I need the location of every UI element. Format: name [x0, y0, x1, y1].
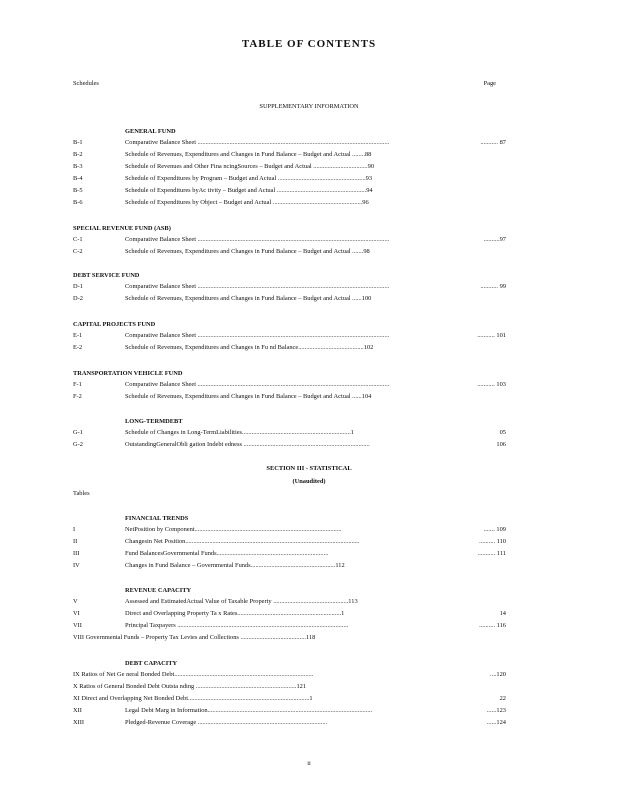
entry-code: I	[73, 526, 76, 533]
toc-entry[interactable]	[0, 331, 618, 341]
supplementary-heading: SUPPLEMENTARY INFORMATION	[259, 103, 359, 110]
entry-code: D-1	[73, 283, 83, 290]
toc-entry[interactable]	[0, 549, 618, 559]
entry-description: Changesin Net Position.............................................................................................................	[125, 538, 360, 545]
entry-description: OutstandingGeneralObli gation Indebt edness ...............................................................................	[125, 441, 370, 448]
group-heading: LONG-TERMDEBT	[125, 418, 183, 425]
entry-description: Comparative Balance Sheet ........................................................................................................................	[125, 332, 390, 339]
entry-description: Schedule of Changes in Long-TermLiabilities....................................................................1	[125, 429, 354, 436]
unaudited-note: (Unaudited)	[292, 478, 326, 485]
entry-code: VI	[73, 610, 80, 617]
entry-code: B-5	[73, 187, 83, 194]
entry-description: Schedule of Revenues, Expenditures and Changes in Fund Balance – Budget and Actual .......98	[125, 248, 370, 255]
toc-entry[interactable]	[0, 718, 618, 728]
toc-entry[interactable]	[0, 597, 618, 607]
entry-page-number: 106	[496, 441, 506, 448]
entry-code: C-1	[73, 236, 83, 243]
toc-entry[interactable]	[0, 247, 618, 257]
toc-entry[interactable]	[0, 428, 618, 438]
toc-entry[interactable]	[0, 621, 618, 631]
entry-code: B-1	[73, 139, 83, 146]
entry-page-number: ....120	[490, 671, 506, 678]
entry-description: Direct and Overlapping Property Ta x Rates.................................................................1	[125, 610, 345, 617]
group-heading: TRANSPORTATION VEHICLE FUND	[73, 370, 183, 377]
entry-code: XI Direct and Overlapping Net Bonded Debt............................................................................1	[73, 695, 313, 702]
tables-label: Tables	[73, 490, 90, 497]
entry-description: Assessed and EstimatedActual Value of Taxable Property ...............................................113	[125, 598, 358, 605]
toc-entry[interactable]	[0, 174, 618, 184]
toc-entry[interactable]	[0, 706, 618, 716]
group-heading: REVENUE CAPACITY	[125, 587, 192, 594]
entry-description: Schedule of Revenues, Expenditures and Changes in Fu nd Balance.........................................102	[125, 344, 374, 351]
schedules-label: Schedules	[73, 80, 99, 87]
entry-description: Legal Debt Marg in Information.......................................................................................................	[125, 707, 373, 714]
entry-description: Changes in Fund Balance – Governmental Funds.....................................................112	[125, 562, 345, 569]
entry-code: G-1	[73, 429, 83, 436]
entry-description: Schedule of Expenditures by Object – Budget and Actual ........................................................96	[125, 199, 369, 206]
entry-code: II	[73, 538, 78, 545]
toc-entry[interactable]	[0, 537, 618, 547]
toc-entry[interactable]	[0, 670, 618, 680]
entry-code: F-1	[73, 381, 82, 388]
entry-code: IX Ratios of Net Ge neral Bonded Debt.......................................................................................	[73, 671, 314, 678]
toc-entry[interactable]	[0, 392, 618, 402]
entry-description: Schedule of Revenues and Other Fina ncingSources – Budget and Actual ..................................90	[125, 163, 375, 170]
entry-page-number: ....... 109	[483, 526, 506, 533]
entry-code: F-2	[73, 393, 82, 400]
entry-page-number: 14	[499, 610, 506, 617]
toc-entry[interactable]	[0, 150, 618, 160]
entry-description: Schedule of Revenues, Expenditures and Changes in Fund Balance – Budget and Actual ......104	[125, 393, 372, 400]
entry-code: XIII	[73, 719, 84, 726]
entry-code: X Ratios of General Bonded Debt Outsta nding ...............................................................121	[73, 683, 307, 690]
toc-entry[interactable]	[0, 440, 618, 450]
entry-page-number: ........... 87	[480, 139, 506, 146]
entry-description: Schedule of Revenues, Expenditures and Changes in Fund Balance – Budget and Actual ........88	[125, 151, 372, 158]
entry-page-number: ..........97	[483, 236, 506, 243]
toc-entry[interactable]	[0, 138, 618, 148]
toc-entry[interactable]	[0, 343, 618, 353]
entry-description: Pledged-Revenue Coverage .................................................................................	[125, 719, 328, 726]
group-heading: FINANCIAL TRENDS	[125, 515, 189, 522]
entry-code: B-2	[73, 151, 83, 158]
section-iii-heading: SECTION III - STATISTICAL	[266, 465, 352, 472]
footer-page-number: ii	[307, 760, 311, 767]
entry-description: Comparative Balance Sheet ........................................................................................................................	[125, 381, 390, 388]
entry-code: B-3	[73, 163, 83, 170]
entry-description: Schedule of Expenditures byAc tivity – Budget and Actual ........................................................94	[125, 187, 373, 194]
group-heading: DEBT CAPACITY	[125, 660, 178, 667]
toc-entry[interactable]	[0, 235, 618, 245]
entry-page-number: ........... 103	[477, 381, 506, 388]
entry-code: V	[73, 598, 78, 605]
entry-description: Comparative Balance Sheet ........................................................................................................................	[125, 236, 390, 243]
entry-code: III	[73, 550, 80, 557]
toc-entry[interactable]	[0, 525, 618, 535]
entry-code: E-2	[73, 344, 83, 351]
page-title: TABLE OF CONTENTS	[241, 38, 377, 50]
toc-entry[interactable]	[0, 694, 618, 704]
toc-entry[interactable]	[0, 380, 618, 390]
toc-entry[interactable]	[0, 282, 618, 292]
entry-description: Schedule of Expenditures by Program – Budget and Actual .......................................................93	[125, 175, 373, 182]
entry-code: C-2	[73, 248, 83, 255]
toc-entry[interactable]	[0, 609, 618, 619]
page-column-label: Page	[483, 80, 496, 87]
entry-code: E-1	[73, 332, 83, 339]
entry-description: Comparative Balance Sheet ........................................................................................................................	[125, 283, 390, 290]
toc-entry[interactable]	[0, 198, 618, 208]
entry-page-number: ......123	[486, 707, 506, 714]
entry-code: XII	[73, 707, 82, 714]
entry-code: VIII Governmental Funds – Property Tax Levies and Collections .........................................118	[73, 634, 316, 641]
entry-code: D-2	[73, 295, 83, 302]
group-heading: GENERAL FUND	[125, 128, 176, 135]
toc-entry[interactable]	[0, 294, 618, 304]
entry-code: B-6	[73, 199, 83, 206]
entry-page-number: ........... 99	[480, 283, 506, 290]
entry-code: VII	[73, 622, 82, 629]
toc-entry[interactable]	[0, 633, 618, 643]
entry-page-number: 05	[499, 429, 506, 436]
entry-page-number: .......... 116	[479, 622, 506, 629]
toc-entry[interactable]	[0, 186, 618, 196]
entry-page-number: ......124	[486, 719, 506, 726]
entry-page-number: .......... 110	[479, 538, 506, 545]
entry-page-number: ........... 101	[477, 332, 506, 339]
toc-entry[interactable]	[0, 162, 618, 172]
entry-code: IV	[73, 562, 80, 569]
entry-description: Fund BalancesGovernmental Funds......................................................................	[125, 550, 329, 557]
group-heading: DEBT SERVICE FUND	[73, 272, 140, 279]
entry-code: B-4	[73, 175, 83, 182]
entry-code: G-2	[73, 441, 83, 448]
group-heading: CAPITAL PROJECTS FUND	[73, 321, 156, 328]
entry-page-number: ........... 111	[477, 550, 506, 557]
entry-description: Principal Taxpayers ...........................................................................................................	[125, 622, 349, 629]
toc-entry[interactable]	[0, 561, 618, 571]
entry-description: NetPosition by Component............................................................................................	[125, 526, 342, 533]
entry-page-number: 22	[499, 695, 506, 702]
toc-entry[interactable]	[0, 682, 618, 692]
entry-description: Schedule of Revenues, Expenditures and Changes in Fund Balance – Budget and Actual ......100	[125, 295, 372, 302]
group-heading: SPECIAL REVENUE FUND (ASB)	[73, 225, 171, 232]
entry-description: Comparative Balance Sheet ........................................................................................................................	[125, 139, 390, 146]
